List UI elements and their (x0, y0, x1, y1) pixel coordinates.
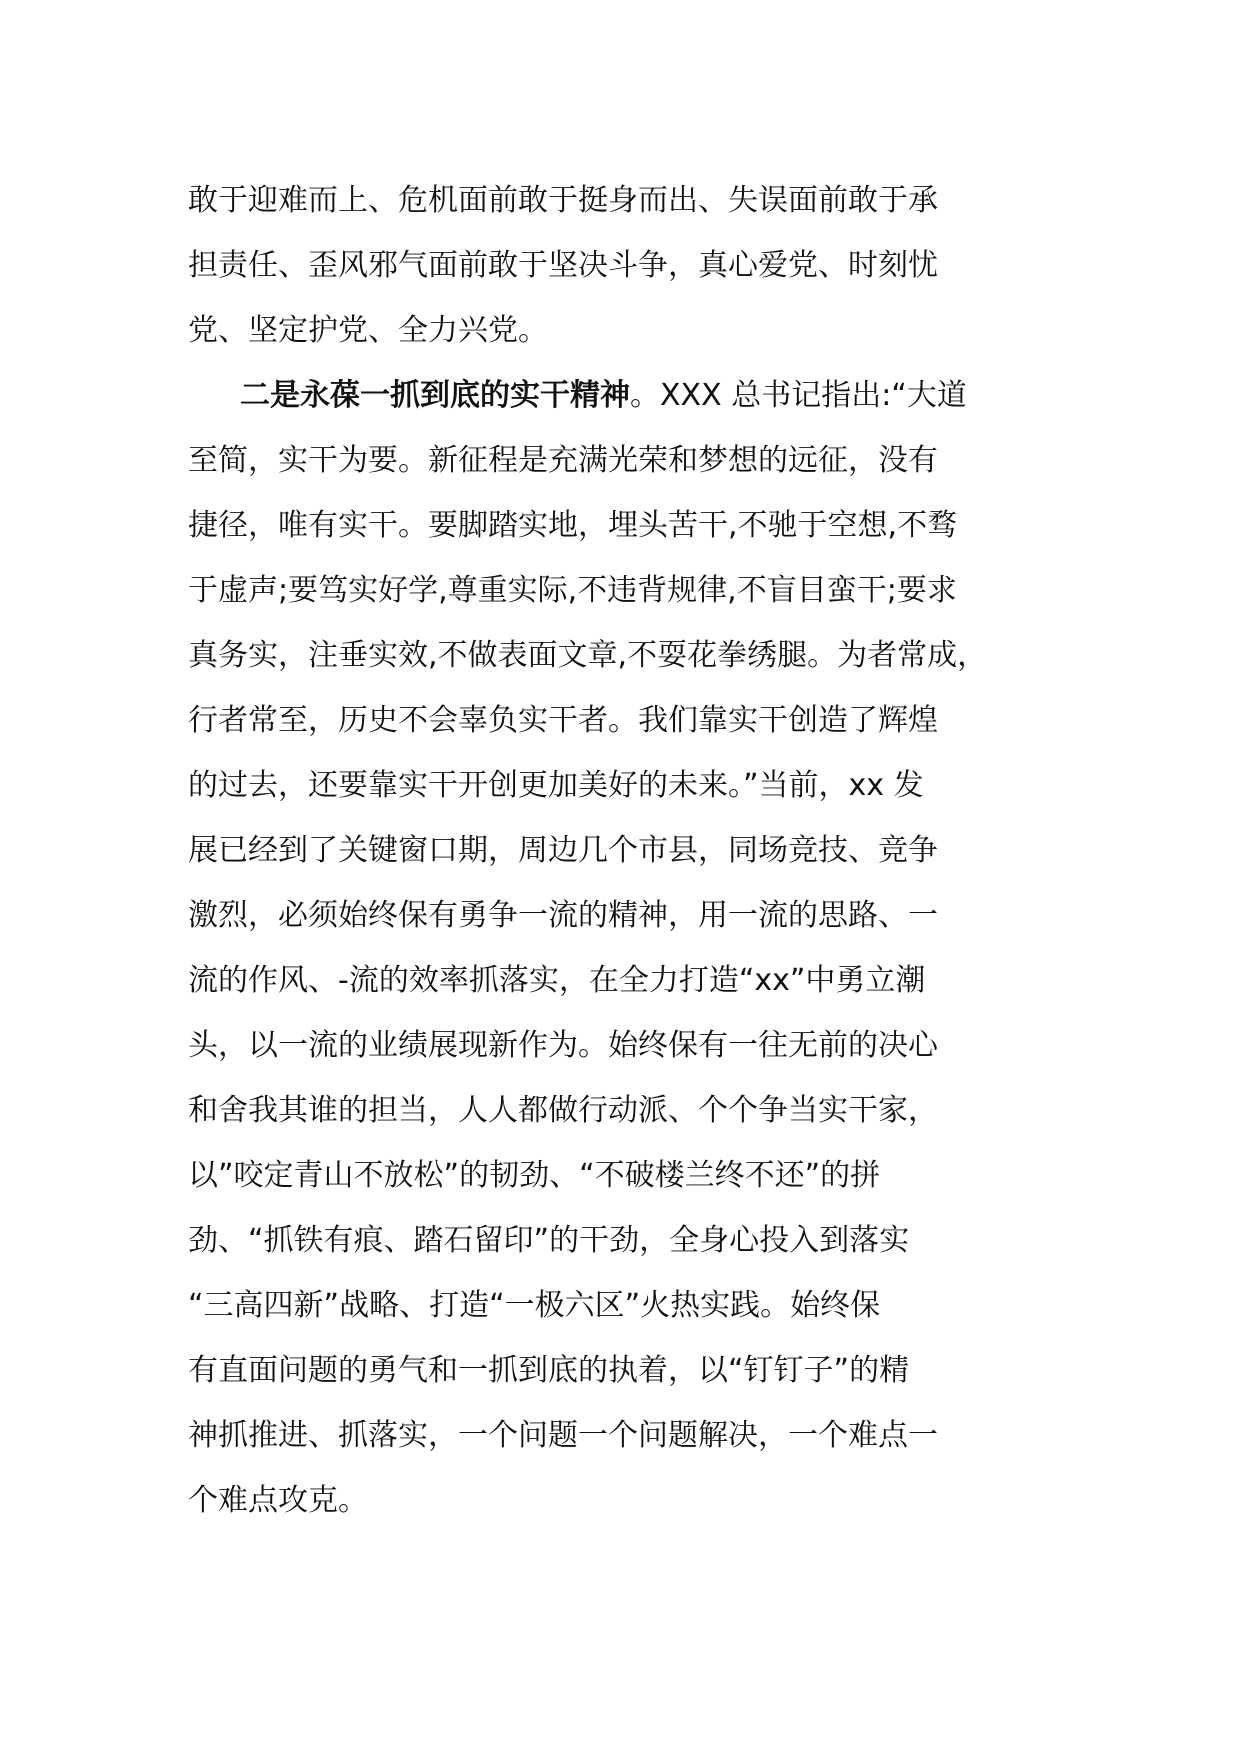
paragraph-2-line: 和舍我其谁的担当，人人都做行动派、个个争当实干家， (188, 1093, 938, 1128)
paragraph-1-line: 党、坚定护党、全力兴党。 (188, 313, 548, 348)
paragraph-1-line: 敢于迎难而上、危机面前敢于挺身而出、失误面前敢于承 (188, 183, 938, 218)
paragraph-2-line: 真务实，注垂实效,不做表面文章,不耍花拳绣腿。为者常成， (188, 638, 988, 673)
paragraph-2-line: 捷径，唯有实干。要脚踏实地，埋头苦干,不驰于空想,不骛 (188, 508, 958, 543)
paragraph-2-line: 有直面问题的勇气和一抓到底的执着，以“钉钉子”的精 (188, 1353, 910, 1388)
paragraph-2-line: “三高四新”战略、打造“一极六区”火热实践。始终保 (188, 1288, 881, 1323)
paragraph-2 (188, 363, 1088, 1533)
paragraph-2-line: 劲、“抓铁有痕、踏石留印”的干劲，全身心投入到落实 (188, 1223, 910, 1258)
paragraph-2-line: 个难点攻克。 (188, 1483, 368, 1518)
document-body (188, 168, 1088, 1533)
paragraph-2-line: 以”咬定青山不放松”的韧劲、“不破楼兰终不还”的拼 (188, 1158, 881, 1193)
paragraph-2-first-line-text: 。XXX 总书记指出:“大道 (630, 378, 967, 413)
paragraph-2-line: 流的作风、-流的效率抓落实，在全力打造“xx”中勇立潮 (188, 963, 926, 998)
paragraph-2-heading: 二是永葆一抓到底的实干精神 (240, 378, 630, 413)
paragraph-1 (188, 168, 1088, 363)
paragraph-2-line: 头，以一流的业绩展现新作为。始终保有一往无前的决心 (188, 1028, 938, 1063)
paragraph-2-line: 的过去，还要靠实干开创更加美好的未来。”当前，xx 发 (188, 768, 924, 803)
paragraph-2-line: 展已经到了关键窗口期，周边几个市县，同场竞技、竞争 (188, 833, 938, 868)
paragraph-2-line: 神抓推进、抓落实，一个问题一个问题解决，一个难点一 (188, 1418, 938, 1453)
paragraph-2-line: 至简，实干为要。新征程是充满光荣和梦想的远征，没有 (188, 443, 938, 478)
paragraph-2-line: 行者常至，历史不会辜负实干者。我们靠实干创造了辉煌 (188, 703, 938, 738)
paragraph-1-line: 担责任、歪风邪气面前敢于坚决斗争，真心爱党、时刻忧 (188, 248, 938, 283)
paragraph-2-line: 激烈，必须始终保有勇争一流的精神，用一流的思路、一 (188, 898, 938, 933)
paragraph-2-first-line (188, 363, 1088, 428)
paragraph-2-line: 于虚声;要笃实好学,尊重实际,不违背规律,不盲目蛮干;要求 (188, 573, 957, 608)
